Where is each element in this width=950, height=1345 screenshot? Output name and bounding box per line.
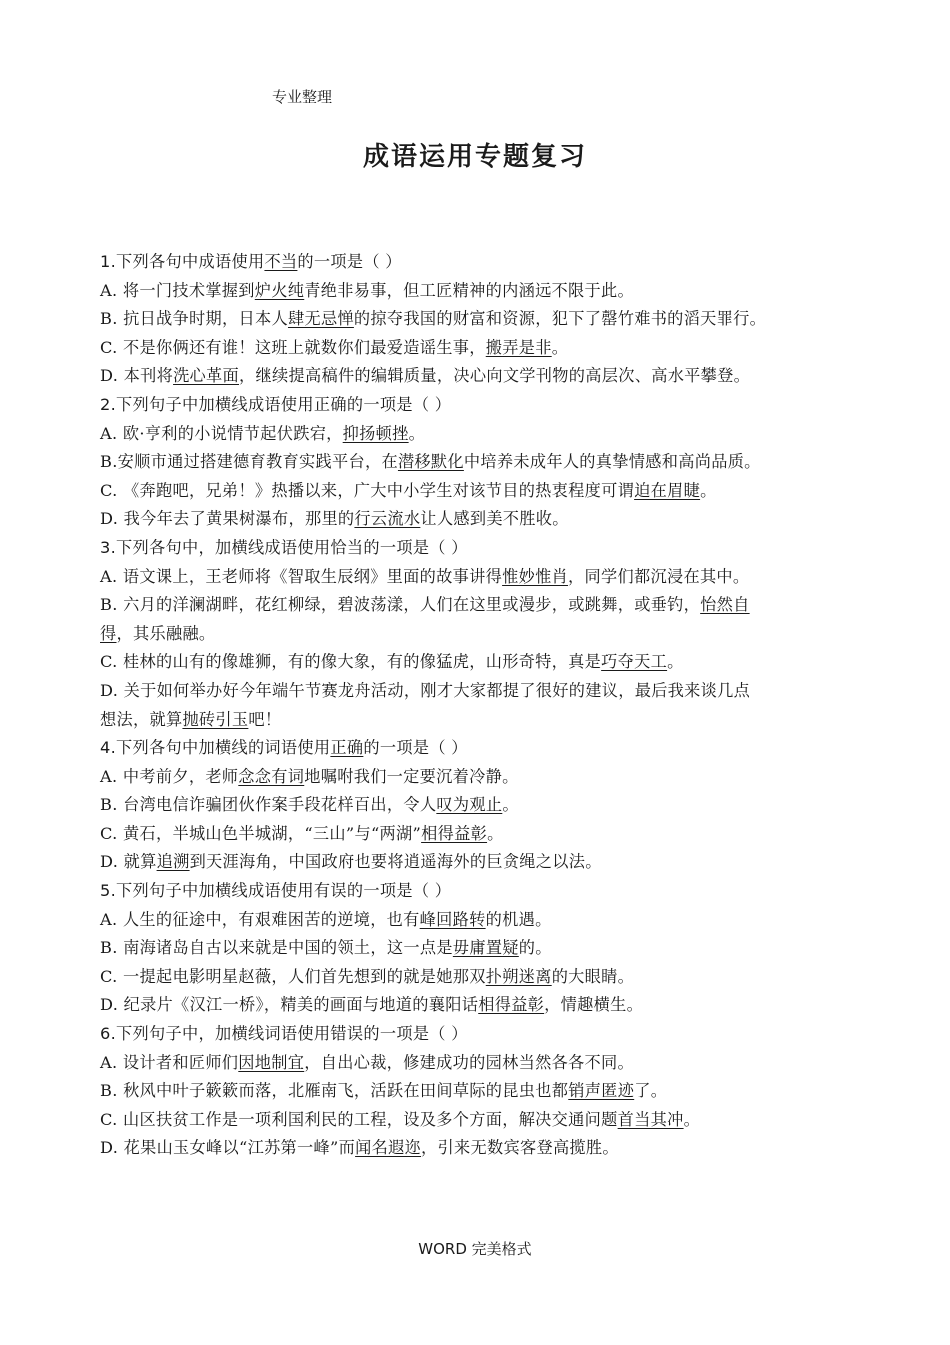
underlined-phrase: 迫在眉睫 <box>634 480 701 500</box>
answer-option <box>100 305 852 334</box>
text-segment: 。 <box>502 795 519 815</box>
text-segment: 。 <box>487 823 504 843</box>
text-segment: D. 我今年去了黄果树瀑布，那里的 <box>100 509 355 529</box>
answer-option <box>100 791 852 820</box>
answer-option <box>100 1134 852 1163</box>
underlined-phrase: 得 <box>100 623 117 643</box>
text-segment: 吧！ <box>248 709 282 729</box>
text-segment: 地嘱咐我们一定要沉着冷静。 <box>304 766 519 786</box>
text-segment: 。 <box>551 337 569 357</box>
answer-option <box>100 448 852 477</box>
page-header: 专业整理 <box>272 88 333 106</box>
underlined-phrase: 销声匿迹 <box>568 1081 635 1101</box>
underlined-phrase: 炉火纯 <box>254 280 305 300</box>
underlined-phrase: 叹为观止 <box>436 795 503 815</box>
text-segment: 6.下列句子中，加横线词语使用错误的一项是（ ） <box>100 1024 468 1044</box>
question-stem <box>100 534 852 563</box>
text-segment: B. 秋风中叶子簌簌而落，北雁南飞，活跃在田间草际的昆虫也都 <box>100 1081 569 1101</box>
answer-option <box>100 505 852 534</box>
answer-option <box>100 677 852 706</box>
page-title: 成语运用专题复习 <box>362 142 587 172</box>
answer-option <box>100 1077 852 1106</box>
text-segment: ，继续提高稿件的编辑质量，决心向文学刊物的高层次、高水平攀登。 <box>239 366 751 386</box>
text-segment: 的。 <box>518 938 552 958</box>
text-segment: C. 山区扶贫工作是一项利国利民的工程，设及多个方面，解决交通问题 <box>100 1109 618 1129</box>
text-segment: 青绝非易事，但工匠精神的内涵远不限于此。 <box>304 280 634 300</box>
text-segment: C. 一提起电影明星赵薇，人们首先想到的就是她那双 <box>100 966 486 986</box>
answer-option <box>100 420 852 449</box>
answer-option <box>100 362 852 391</box>
underlined-phrase: 相得益彰 <box>421 823 488 843</box>
text-segment: A. 语文课上，王老师将《智取生辰纲》里面的故事讲得 <box>100 566 503 586</box>
text-segment: ，自出心裁，修建成功的园林当然各各不同。 <box>304 1052 634 1072</box>
text-segment: 2.下列句子中加横线成语使用正确的一项是（ ） <box>100 394 452 414</box>
text-segment: D. 就算 <box>100 852 157 872</box>
underlined-phrase: 闻名遐迩 <box>355 1138 422 1158</box>
text-segment: 到天涯海角，中国政府也要将逍遥海外的巨贪绳之以法。 <box>189 852 602 872</box>
answer-option <box>100 934 852 963</box>
underlined-phrase: 正确 <box>330 738 364 758</box>
question-stem <box>100 1020 852 1049</box>
text-segment: ，同学们都沉浸在其中。 <box>568 566 750 586</box>
text-segment: B. 台湾电信诈骗团伙作案手段花样百出，令人 <box>100 795 437 815</box>
text-segment: 想法，就算 <box>100 709 183 729</box>
text-segment: A. 人生的征途中，有艰难困苦的逆境，也有 <box>100 909 420 929</box>
answer-option <box>100 1049 852 1078</box>
text-segment: D. 关于如何举办好今年端午节赛龙舟活动，刚才大家都提了很好的建议，最后我来谈几点 <box>100 680 751 700</box>
text-segment: A. 将一门技术掌握到 <box>100 280 255 300</box>
text-segment: 3.下列各句中，加横线成语使用恰当的一项是（ ） <box>100 537 468 557</box>
question-stem <box>100 734 852 763</box>
text-segment: 了。 <box>634 1081 668 1101</box>
text-segment: B. 六月的洋澜湖畔，花红柳绿，碧波荡漾，人们在这里或漫步，或跳舞，或垂钓， <box>100 595 701 615</box>
text-segment: 。 <box>408 423 426 443</box>
text-segment: 。 <box>667 652 684 672</box>
underlined-phrase: 抑扬顿挫 <box>342 423 409 443</box>
text-segment: 的掠夺我国的财富和资源，犯下了罄竹难书的滔天罪行。 <box>353 309 767 329</box>
underlined-phrase: 相得益彰 <box>478 995 545 1015</box>
text-segment: 。 <box>700 480 717 500</box>
text-segment: 的大眼睛。 <box>551 966 635 986</box>
underlined-phrase: 毋庸置疑 <box>452 938 519 958</box>
text-segment: C. 《奔跑吧，兄弟！》热播以来，广大中小学生对该节目的热衷程度可谓 <box>100 480 635 500</box>
text-segment: D. 花果山玉女峰以“江苏第一峰”而 <box>100 1138 356 1158</box>
text-segment: B. 抗日战争时期，日本人 <box>100 309 288 329</box>
text-segment: 的一项是（ ） <box>363 738 468 758</box>
underlined-phrase: 惟妙惟肖 <box>502 566 569 586</box>
underlined-phrase: 搬弄是非 <box>485 337 552 357</box>
answer-option <box>100 334 852 363</box>
answer-option <box>100 477 852 506</box>
answer-option <box>100 563 852 592</box>
text-segment: 4.下列各句中加横线的词语使用 <box>100 738 331 758</box>
page-footer: WORD 完美格式 <box>418 1240 532 1258</box>
answer-option <box>100 648 852 677</box>
underlined-phrase: 潜移默化 <box>397 452 464 472</box>
underlined-phrase: 肆无忌惮 <box>287 309 354 329</box>
text-segment: B.安顺市通过搭建德育教育实践平台，在 <box>100 452 398 472</box>
answer-option <box>100 706 852 735</box>
answer-option <box>100 277 852 306</box>
underlined-phrase: 巧夺天工 <box>601 652 668 672</box>
text-segment: 的机遇。 <box>485 909 552 929</box>
underlined-phrase: 因地制宜 <box>238 1052 305 1072</box>
underlined-phrase: 追溯 <box>156 852 190 872</box>
question-stem <box>100 248 852 277</box>
answer-option <box>100 591 852 620</box>
answer-option <box>100 820 852 849</box>
text-segment: ，情趣横生。 <box>544 995 644 1015</box>
text-segment: 中培养未成年人的真挚情感和高尚品质。 <box>463 452 761 472</box>
underlined-phrase: 行云流水 <box>354 509 421 529</box>
underlined-phrase: 念念有词 <box>238 766 305 786</box>
text-segment: C. 桂林的山有的像雄狮，有的像大象，有的像猛虎，山形奇特，真是 <box>100 652 602 672</box>
text-segment: A. 设计者和匠师们 <box>100 1052 239 1072</box>
underlined-phrase: 扑朔迷离 <box>485 966 552 986</box>
text-segment: 1.下列各句中成语使用 <box>100 252 265 271</box>
text-segment: 的一项是（ ） <box>297 252 402 271</box>
answer-option <box>100 763 852 792</box>
question-stem <box>100 877 852 906</box>
text-segment: ，引来无数宾客登高揽胜。 <box>421 1138 619 1158</box>
underlined-phrase: 洗心革面 <box>173 366 240 386</box>
text-segment: ，其乐融融。 <box>116 623 216 643</box>
text-segment: C. 黄石，半城山色半城湖，“三山”与“两湖” <box>100 823 422 843</box>
answer-option <box>100 906 852 935</box>
underlined-phrase: 抛砖引玉 <box>182 709 249 729</box>
answer-option <box>100 991 852 1020</box>
text-segment: 5.下列句子中加横线成语使用有误的一项是（ ） <box>100 881 452 901</box>
text-segment: A. 欧·亨利的小说情节起伏跌宕， <box>100 423 343 443</box>
underlined-phrase: 不当 <box>264 252 298 271</box>
text-segment: C. 不是你俩还有谁！这班上就数你们最爱造谣生事， <box>100 337 486 357</box>
answer-option <box>100 963 852 992</box>
text-segment: B. 南海诸岛自古以来就是中国的领土，这一点是 <box>100 938 453 958</box>
underlined-phrase: 首当其冲 <box>617 1109 684 1129</box>
underlined-phrase: 怡然自 <box>700 595 750 615</box>
question-stem <box>100 391 852 420</box>
text-segment: 。 <box>683 1109 701 1129</box>
text-segment: D. 本刊将 <box>100 366 174 386</box>
answer-option <box>100 1106 852 1135</box>
underlined-phrase: 峰回路转 <box>419 909 486 929</box>
answer-option <box>100 848 852 877</box>
answer-option <box>100 620 852 649</box>
question-list <box>100 248 852 1163</box>
text-segment: A. 中考前夕，老师 <box>100 766 239 786</box>
text-segment: D. 纪录片《汉江一桥》，精美的画面与地道的襄阳话 <box>100 995 479 1015</box>
text-segment: 让人感到美不胜收。 <box>420 509 569 529</box>
